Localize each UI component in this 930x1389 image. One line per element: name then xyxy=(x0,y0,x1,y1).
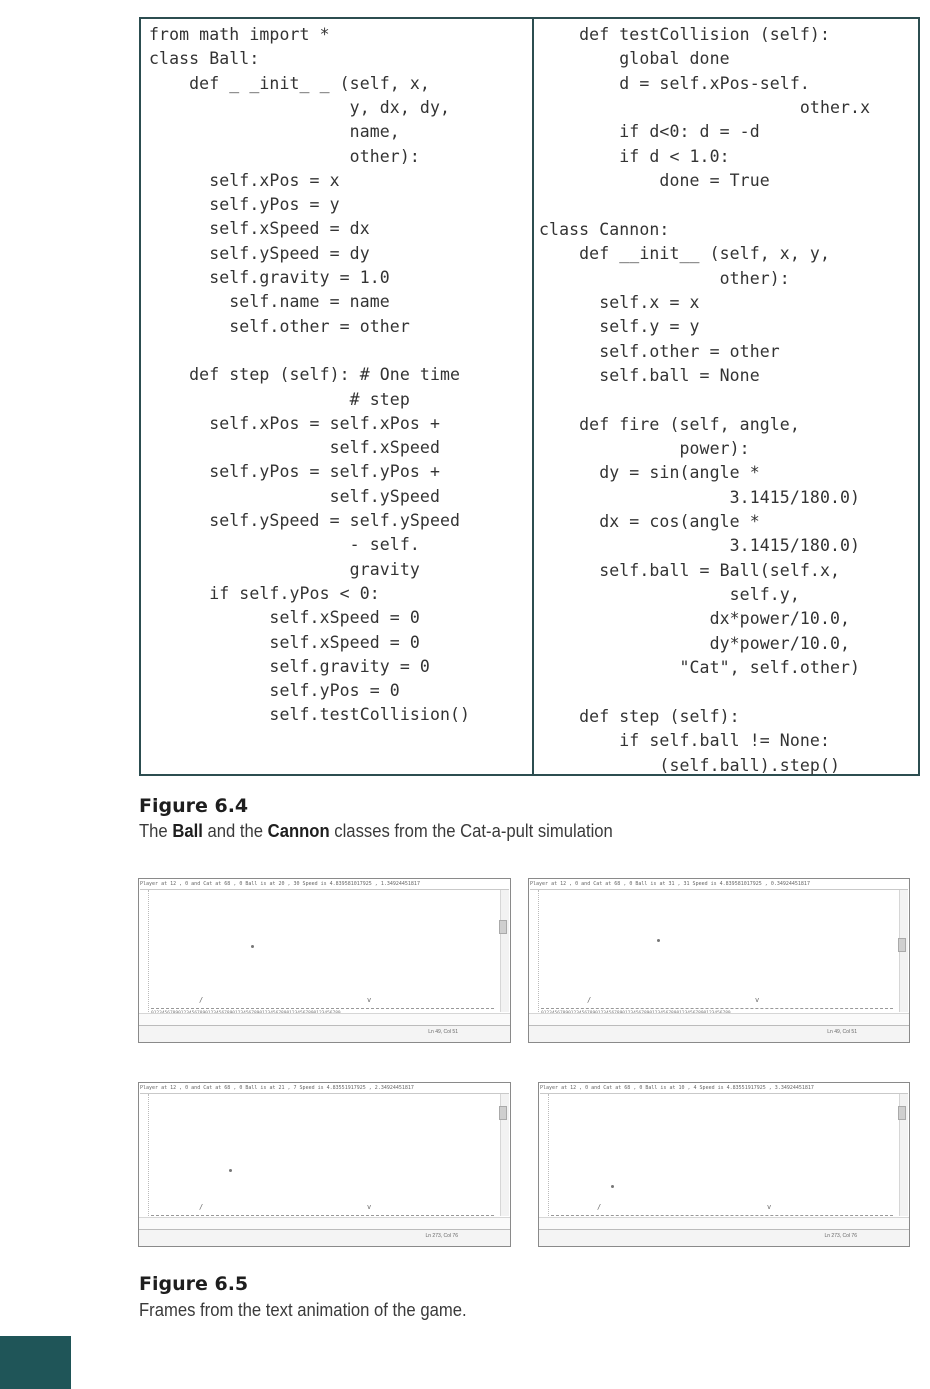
code-line: (self.ball).step() xyxy=(539,755,841,775)
player-marker: / xyxy=(597,1203,602,1211)
code-line: gravity xyxy=(149,559,420,579)
code-line: class Cannon: xyxy=(539,219,670,239)
code-line: self.xPos = x xyxy=(149,170,340,190)
code-line: name, xyxy=(149,122,400,142)
code-line: self.y = y xyxy=(539,317,700,337)
code-line: global done xyxy=(539,49,730,69)
code-line: self.name = name xyxy=(149,292,390,312)
code-line: def testCollision (self): xyxy=(539,25,830,44)
vertical-scrollbar xyxy=(500,1094,509,1216)
code-line: self.ball = None xyxy=(539,365,760,385)
cat-marker: v xyxy=(367,996,372,1004)
editor-status-bar: Ln 49, Col 51 xyxy=(139,1025,510,1042)
code-line: "Cat", self.other) xyxy=(539,658,861,678)
code-line: self.xSpeed = 0 xyxy=(149,632,420,652)
game-frame-screenshot xyxy=(528,878,910,1043)
ball-marker xyxy=(611,1185,614,1188)
code-line: self.ball = Ball(self.x, xyxy=(539,560,841,580)
game-frame-screenshot xyxy=(138,1082,511,1247)
code-line: self.x = x xyxy=(539,292,700,312)
vertical-scrollbar xyxy=(500,890,509,1012)
code-line: self.ySpeed xyxy=(149,486,440,506)
code-line: 3.1415/180.0) xyxy=(539,536,861,556)
page-corner-tab xyxy=(0,1336,71,1389)
column-divider xyxy=(532,19,534,774)
code-line: self.y, xyxy=(539,585,800,605)
line-number-gutter xyxy=(530,890,539,1012)
code-line: self.ySpeed = self.ySpeed xyxy=(149,511,461,530)
player-marker: / xyxy=(199,996,204,1004)
code-line: y, dx, dy, xyxy=(149,97,451,117)
code-line: self.xSpeed = 0 xyxy=(149,608,420,628)
code-line: def fire (self, angle, xyxy=(539,414,800,434)
code-line: def _ _init_ _ (self, x, xyxy=(149,73,430,93)
code-line: def step (self): xyxy=(539,706,740,726)
frame-status-line: Player at 12 , 0 and Cat at 68 , 0 Ball is at 10 , 4 Speed is 4.83551917925 , 3.34924451817 xyxy=(540,1084,908,1094)
code-line: self.testCollision() xyxy=(149,705,471,725)
code-line: if self.ball != None: xyxy=(539,731,830,751)
ball-marker xyxy=(657,939,660,942)
code-line: other.x xyxy=(539,98,871,118)
vertical-scrollbar xyxy=(899,1094,908,1216)
ground-line xyxy=(151,1008,494,1009)
code-line: self.yPos = 0 xyxy=(149,681,400,701)
cat-marker: v xyxy=(755,996,760,1004)
game-frame-screenshot xyxy=(138,878,511,1043)
code-listing-box xyxy=(139,17,920,776)
code-line: self.ySpeed = dy xyxy=(149,243,370,263)
editor-status-bar: Ln 49, Col 51 xyxy=(529,1025,909,1042)
figure-6-5-caption: Frames from the text animation of the game. xyxy=(139,1299,467,1320)
code-line: def step (self): # One time xyxy=(149,365,461,385)
code-line: d = self.xPos-self. xyxy=(539,73,810,93)
editor-status-bar: Ln 273, Col 76 xyxy=(139,1229,510,1246)
ground-line xyxy=(551,1215,893,1216)
code-line: self.yPos = y xyxy=(149,195,340,215)
code-line: self.xSpeed = dx xyxy=(149,219,370,239)
code-line: if d < 1.0: xyxy=(539,146,730,166)
code-line: from math import * xyxy=(149,25,330,44)
vertical-scrollbar xyxy=(899,890,908,1012)
figure-6-4-number: Figure 6.4 xyxy=(139,795,249,817)
cat-marker: v xyxy=(767,1203,772,1211)
code-line: class Ball: xyxy=(149,49,260,69)
code-line: dy*power/10.0, xyxy=(539,633,851,653)
code-line: # step xyxy=(149,389,410,409)
code-line: dx = cos(angle * xyxy=(539,512,760,531)
code-line: if self.yPos < 0: xyxy=(149,583,380,603)
code-line: def __init__ (self, x, y, xyxy=(539,244,830,264)
ground-line xyxy=(151,1215,494,1216)
code-line: self.other = other xyxy=(149,316,410,336)
line-number-gutter xyxy=(140,890,149,1012)
cat-marker: v xyxy=(367,1203,372,1211)
code-line: self.gravity = 1.0 xyxy=(149,268,390,287)
line-number-gutter xyxy=(140,1094,149,1216)
editor-status-bar: Ln 273, Col 76 xyxy=(539,1229,909,1246)
code-line: - self. xyxy=(149,535,420,555)
code-line: if d<0: d = -d xyxy=(539,122,760,142)
code-line: self.xSpeed xyxy=(149,438,440,458)
code-line: self.gravity = 0 xyxy=(149,656,430,676)
line-number-gutter xyxy=(540,1094,549,1216)
frame-status-line: Player at 12 , 0 and Cat at 68 , 0 Ball is at 20 , 30 Speed is 4.839581017925 , 1.34924451817 xyxy=(140,880,509,890)
code-line: self.yPos = self.yPos + xyxy=(149,462,440,482)
player-marker: / xyxy=(587,996,592,1004)
game-frame-screenshot xyxy=(538,1082,910,1247)
code-line: self.xPos = self.xPos + xyxy=(149,413,440,433)
frame-status-line: Player at 12 , 0 and Cat at 68 , 0 Ball is at 21 , 7 Speed is 4.83551917925 , 2.34924451817 xyxy=(140,1084,509,1094)
frame-status-line: Player at 12 , 0 and Cat at 68 , 0 Ball is at 31 , 31 Speed is 4.839581017925 , 0.34924451817 xyxy=(530,880,908,890)
code-line: dy = sin(angle * xyxy=(539,463,760,483)
code-line: done = True xyxy=(539,171,770,191)
ball-marker xyxy=(251,945,254,948)
code-line: dx*power/10.0, xyxy=(539,609,851,629)
player-marker: / xyxy=(199,1203,204,1211)
code-line: power): xyxy=(539,438,750,458)
ball-marker xyxy=(229,1169,232,1172)
code-line: 3.1415/180.0) xyxy=(539,487,861,507)
code-line: self.other = other xyxy=(539,341,780,361)
ground-line xyxy=(541,1008,893,1009)
code-line: other): xyxy=(149,146,420,166)
figure-6-5-number: Figure 6.5 xyxy=(139,1273,249,1295)
figure-6-4-caption: The Ball and the Cannon classes from the Cat-a-pult simulation xyxy=(139,820,613,841)
code-line: other): xyxy=(539,268,790,288)
